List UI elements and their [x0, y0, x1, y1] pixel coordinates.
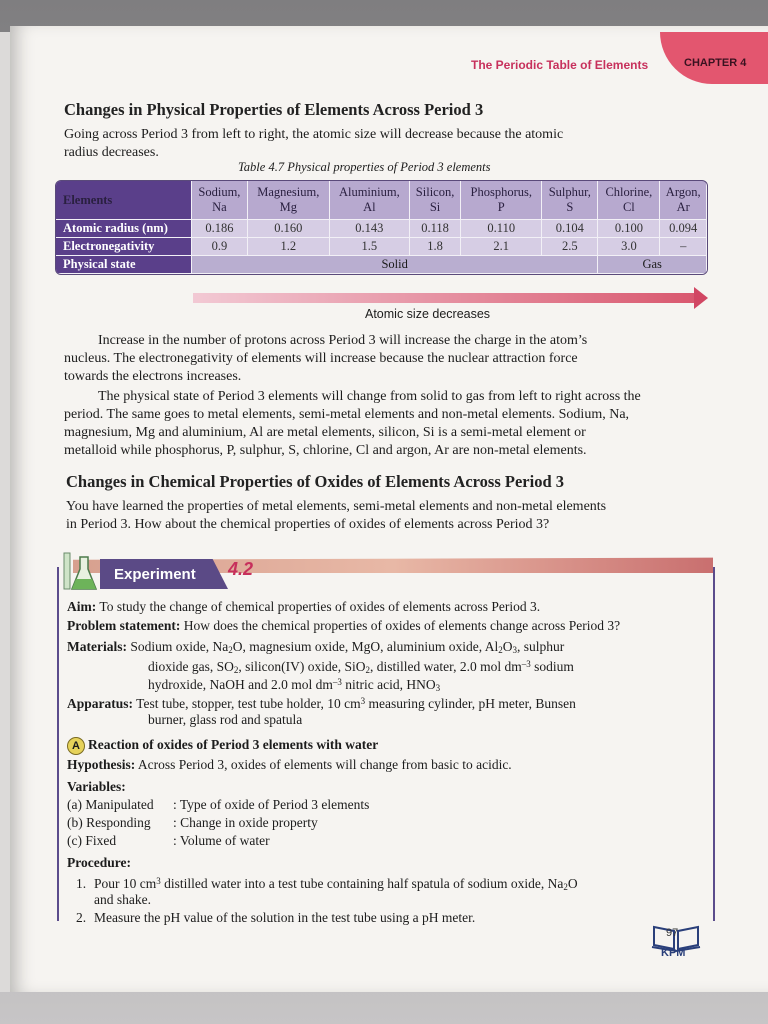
flask-icon: [60, 551, 100, 595]
problem-line: [67, 617, 620, 634]
procedure-step: [76, 873, 578, 896]
apparatus-text: Test tube, stopper, test tube holder, 10 cm: [136, 696, 361, 711]
element-symbol: P: [497, 200, 505, 214]
subscript: 2: [228, 645, 233, 655]
properties-table: [55, 180, 708, 275]
paragraph-electronegativity: [64, 332, 700, 386]
radius-cell: 0.186: [192, 220, 248, 238]
section1-intro: [64, 126, 644, 162]
chapter-label: CHAPTER 4: [684, 57, 747, 69]
element-symbol: Mg: [279, 200, 297, 214]
element-symbol: S: [566, 200, 574, 214]
radius-cell: 0.110: [461, 220, 542, 238]
intro-line: You have learned the properties of metal elements, semi-metal elements and non-metal elements: [66, 499, 607, 514]
variable-row: [67, 814, 318, 831]
para-line: metalloid while phosphorus, P, sulphur, S, chlorine, Cl and argon, Ar are non-metal elements.: [64, 443, 587, 458]
subscript: 2: [498, 645, 503, 655]
table-row: [56, 181, 707, 220]
problem-text: How does the chemical properties of oxides of elements change across Period 3?: [183, 618, 621, 633]
procedure-step-continued: and shake.: [94, 892, 151, 907]
electroneg-cell: 3.0: [598, 238, 660, 256]
experiment-label: Experiment: [114, 566, 196, 583]
materials-text: , distilled water, 2.0 mol dm: [370, 659, 522, 674]
problem-label: Problem statement:: [67, 618, 181, 633]
row-header: Atomic radius (nm): [56, 220, 192, 238]
experiment-number: 4.2: [228, 559, 254, 579]
element-name: Aluminium,: [338, 185, 400, 199]
electroneg-cell: 1.5: [330, 238, 410, 256]
variable-value: : Change in oxide property: [173, 815, 318, 830]
variable-value: : Volume of water: [173, 833, 270, 848]
part-a-marker: A: [67, 737, 85, 755]
element-name: Sulphur,: [548, 185, 591, 199]
subscript: 3: [512, 645, 517, 655]
caption-text: Physical properties of Period 3 elements: [287, 160, 491, 174]
apparatus-line: [67, 693, 576, 712]
materials-label: Materials:: [67, 639, 127, 654]
superscript: 3: [360, 696, 366, 706]
apparatus-text: measuring cylinder, pH meter, Bunsen: [365, 696, 576, 711]
intro-line: in Period 3. How about the chemical properties of oxides of elements across Period 3?: [66, 517, 550, 532]
para-line: period. The same goes to metal elements, semi-metal elements and non-metal elements. Sodium, Na,: [64, 407, 630, 422]
radius-cell: 0.118: [410, 220, 461, 238]
running-title: The Periodic Table of Elements: [471, 58, 649, 72]
element-cell: [660, 181, 707, 220]
para-line: Increase in the number of protons across Period 3 will increase the charge in the atom’s: [98, 333, 588, 348]
subscript: 3: [435, 683, 441, 693]
hypothesis-text: Across Period 3, oxides of elements will change from basic to acidic.: [137, 757, 512, 772]
element-cell: [248, 181, 330, 220]
materials-text: dioxide gas, SO: [148, 659, 234, 674]
materials-text: Sodium oxide, Na: [130, 639, 229, 654]
element-cell: [598, 181, 660, 220]
aim-text: To study the change of chemical properties of oxides of elements across Period 3.: [99, 599, 541, 614]
section-heading-physical: Changes in Physical Properties of Elements Across Period 3: [64, 100, 484, 119]
subscript: 2: [563, 882, 568, 892]
table-row: [56, 220, 707, 238]
electroneg-cell: 2.1: [461, 238, 542, 256]
variable-row: [67, 796, 369, 813]
element-cell: [410, 181, 461, 220]
intro-line: Going across Period 3 from left to right, the atomic size will decrease because the atomic: [64, 127, 564, 142]
para-line: towards the electrons increases.: [64, 369, 242, 384]
apparatus-line: burner, glass rod and spatula: [148, 712, 303, 727]
element-symbol: Si: [429, 200, 441, 214]
state-gas-cell: Gas: [598, 256, 707, 274]
radius-cell: 0.094: [660, 220, 707, 238]
row-header: Elements: [56, 181, 192, 220]
hypothesis-line: [67, 756, 512, 773]
section2-intro: [66, 498, 700, 534]
element-name: Phosphorus,: [470, 185, 532, 199]
materials-text: O, magnesium oxide, MgO, aluminium oxide, Al: [232, 639, 499, 654]
section-heading-chemical: Changes in Chemical Properties of Oxides of Elements Across Period 3: [66, 472, 565, 491]
element-symbol: Na: [212, 200, 227, 214]
materials-text: nitric acid, HNO: [341, 677, 436, 692]
publisher-label: KPM: [661, 947, 686, 959]
materials-text: sodium: [530, 659, 574, 674]
arrow-head: [694, 287, 708, 309]
electroneg-cell: –: [660, 238, 707, 256]
row-header: Electronegativity: [56, 238, 192, 256]
step-text: Pour 10 cm: [94, 876, 157, 891]
step-text: O: [567, 876, 578, 891]
radius-cell: 0.100: [598, 220, 660, 238]
element-cell: [330, 181, 410, 220]
row-header: Physical state: [56, 256, 192, 274]
variable-key: (c) Fixed: [67, 833, 117, 848]
materials-text: O: [502, 639, 513, 654]
variable-value: : Type of oxide of Period 3 elements: [173, 797, 370, 812]
para-line: magnesium, Mg and aluminium, Al are metal elements, silicon, Si is a semi-metal element or: [64, 425, 586, 440]
element-name: Sodium,: [198, 185, 241, 199]
state-solid-cell: Solid: [192, 256, 598, 274]
step-text: Measure the pH value of the solution in the test tube using a pH meter.: [94, 910, 476, 925]
electroneg-cell: 1.8: [410, 238, 461, 256]
variable-key: (a) Manipulated: [67, 797, 154, 812]
element-name: Chlorine,: [605, 185, 653, 199]
superscript: –3: [521, 659, 531, 669]
variables-heading: Variables:: [67, 779, 126, 794]
para-line: nucleus. The electronegativity of elements will increase because the nuclear attraction force: [64, 351, 578, 366]
radius-cell: 0.160: [248, 220, 330, 238]
element-name: Argon,: [665, 185, 701, 199]
arrow-label: Atomic size decreases: [365, 307, 491, 321]
table-row: [56, 238, 707, 256]
table-caption: [238, 160, 491, 175]
table-row: [56, 256, 707, 274]
procedure-heading: Procedure:: [67, 855, 131, 870]
intro-line: radius decreases.: [64, 145, 159, 160]
element-symbol: Al: [363, 200, 376, 214]
materials-text: , silicon(IV) oxide, SiO: [238, 659, 366, 674]
variable-key: (b) Responding: [67, 815, 151, 830]
electroneg-cell: 0.9: [192, 238, 248, 256]
step-number: 2.: [76, 910, 87, 925]
materials-text: hydroxide, NaOH and 2.0 mol dm: [148, 677, 333, 692]
superscript: –3: [332, 677, 342, 687]
materials-text: , sulphur: [516, 639, 565, 654]
page-number: 97: [666, 927, 679, 939]
caption-label: Table 4.7: [238, 160, 285, 174]
radius-cell: 0.104: [542, 220, 598, 238]
step-number: 1.: [76, 876, 87, 891]
part-a-title: Reaction of oxides of Period 3 elements with water: [88, 737, 379, 752]
atomic-size-arrow: [193, 293, 695, 303]
element-name: Magnesium,: [257, 185, 320, 199]
variables-label: [67, 778, 126, 795]
element-symbol: Ar: [676, 200, 690, 214]
subscript: 2: [233, 665, 239, 675]
procedure-label: [67, 854, 131, 871]
element-cell: [461, 181, 542, 220]
variable-row: [67, 832, 270, 849]
apparatus-label: Apparatus:: [67, 696, 134, 711]
element-symbol: Cl: [622, 200, 635, 214]
radius-cell: 0.143: [330, 220, 410, 238]
element-cell: [542, 181, 598, 220]
element-name: Silicon,: [415, 185, 455, 199]
aim-label: Aim:: [67, 599, 97, 614]
superscript: 3: [156, 876, 161, 886]
paragraph-physical-state: [64, 388, 700, 460]
part-a-heading: [67, 736, 378, 755]
procedure-step: [76, 909, 475, 926]
step-text: distilled water into a test tube containing half spatula of sodium oxide, Na: [160, 876, 564, 891]
subscript: 2: [365, 665, 370, 675]
aim-line: [67, 598, 540, 615]
electroneg-cell: 1.2: [248, 238, 330, 256]
electroneg-cell: 2.5: [542, 238, 598, 256]
hypothesis-label: Hypothesis:: [67, 757, 136, 772]
element-cell: [192, 181, 248, 220]
para-line: The physical state of Period 3 elements will change from solid to gas from left to right across the: [98, 389, 641, 404]
